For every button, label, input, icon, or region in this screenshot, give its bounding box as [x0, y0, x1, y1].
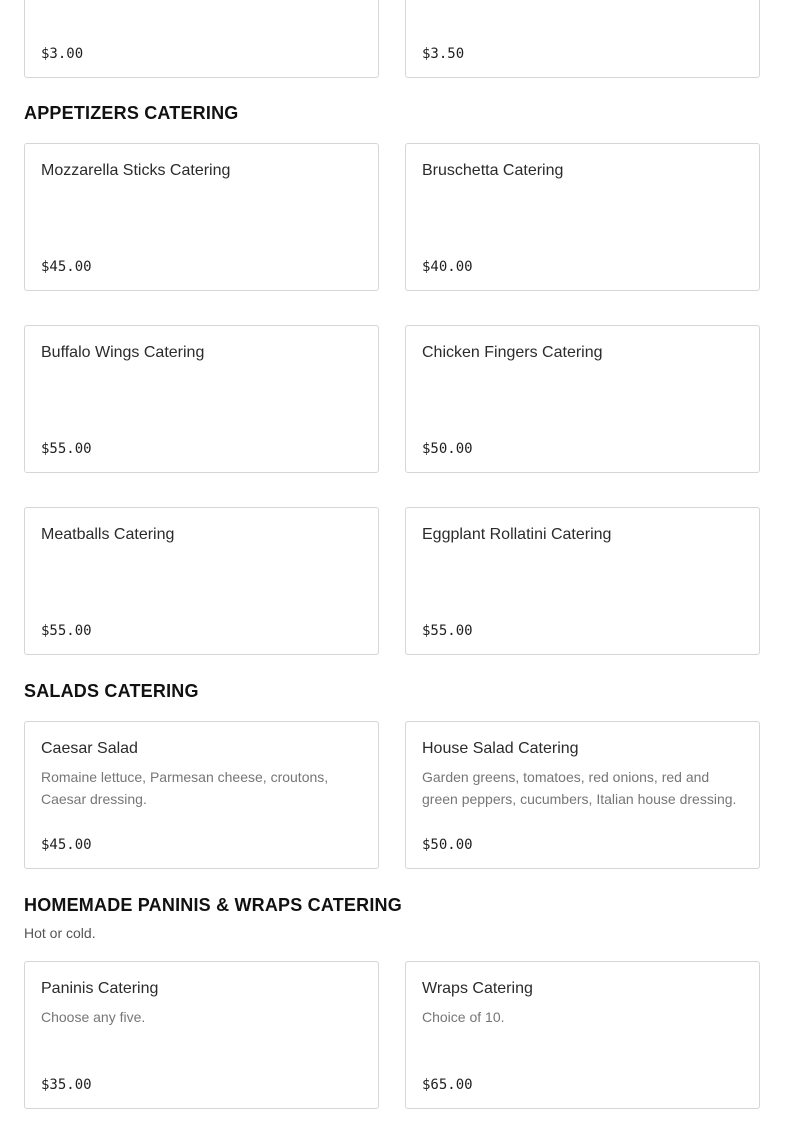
item-price: $45.00	[41, 259, 92, 275]
menu-item-card[interactable]	[405, 507, 760, 655]
item-price: $55.00	[41, 623, 92, 639]
item-description: Romaine lettuce, Parmesan cheese, croutons, Caesar dressing.	[41, 769, 329, 807]
item-description: Garden greens, tomatoes, red onions, red and green peppers, cucumbers, Italian house dressing.	[422, 769, 737, 807]
item-price: $55.00	[422, 623, 473, 639]
item-name: Bruschetta Catering	[422, 162, 564, 179]
item-name: Paninis Catering	[41, 980, 159, 997]
menu-item-card[interactable]	[24, 721, 379, 869]
item-price: $3.00	[41, 46, 84, 62]
menu-item-card[interactable]	[24, 961, 379, 1109]
menu-item-card[interactable]	[24, 325, 379, 473]
menu-item-card[interactable]	[405, 0, 760, 78]
item-price: $55.00	[41, 441, 92, 457]
item-name: House Salad Catering	[422, 740, 579, 757]
item-name: Eggplant Rollatini Catering	[422, 526, 612, 543]
item-name: Chicken Fingers Catering	[422, 344, 603, 361]
section-title-paninis-wraps: HOMEMADE PANINIS & WRAPS CATERING	[24, 895, 402, 915]
item-name: Wraps Catering	[422, 980, 533, 997]
item-description: Choice of 10.	[422, 1009, 505, 1025]
item-price: $45.00	[41, 837, 92, 853]
section-title-salads: SALADS CATERING	[24, 681, 199, 701]
item-name: Mozzarella Sticks Catering	[41, 162, 231, 179]
menu-item-card[interactable]	[24, 143, 379, 291]
item-description: Choose any five.	[41, 1009, 146, 1025]
menu-item-card[interactable]	[405, 325, 760, 473]
item-price: $40.00	[422, 259, 473, 275]
menu-item-card[interactable]	[24, 507, 379, 655]
menu-item-card[interactable]	[405, 961, 760, 1109]
item-name: Meatballs Catering	[41, 526, 175, 543]
section-subtitle: Hot or cold.	[24, 925, 96, 941]
item-price: $3.50	[422, 46, 465, 62]
menu-item-card[interactable]	[24, 0, 379, 78]
item-name: Buffalo Wings Catering	[41, 344, 205, 361]
section-title-appetizers: APPETIZERS CATERING	[24, 103, 239, 123]
item-price: $50.00	[422, 837, 473, 853]
item-price: $50.00	[422, 441, 473, 457]
menu-item-card[interactable]	[405, 721, 760, 869]
item-price: $65.00	[422, 1077, 473, 1093]
menu-item-card[interactable]	[405, 143, 760, 291]
item-name: Caesar Salad	[41, 740, 138, 757]
item-price: $35.00	[41, 1077, 92, 1093]
